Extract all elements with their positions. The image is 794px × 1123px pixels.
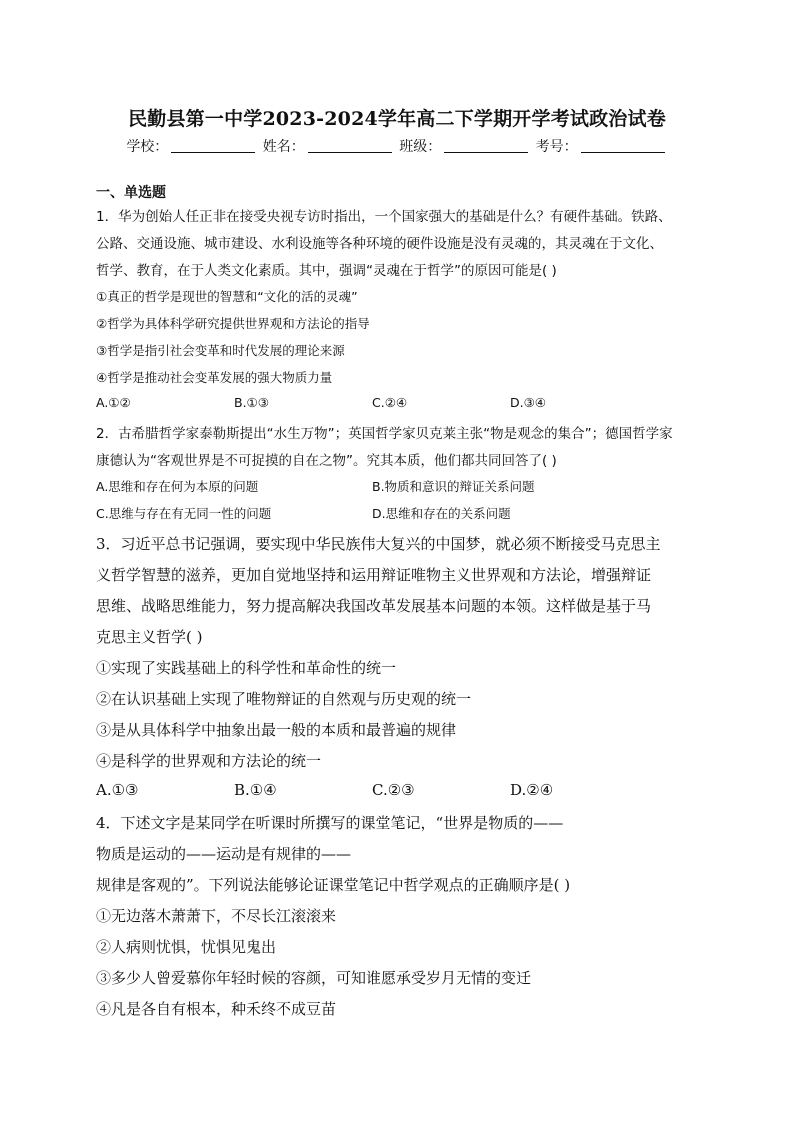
exam-title: 民勤县第一中学2023-2024学年高二下学期开学考试政治试卷 [128, 108, 666, 130]
q1-line: 哲学、教育，在于人类文化素质。其中，强调“灵魂在于哲学”的原因可能是( ) [96, 263, 557, 279]
q4-item: ②人病则忧惧，忧惧见鬼出 [96, 938, 277, 956]
q3-line: 义哲学智慧的滋养，更加自觉地坚持和运用辩证唯物主义世界观和方法论，增强辩证 [96, 566, 652, 584]
section-title: 一、单选题 [96, 185, 166, 201]
number-label: 考号： [535, 139, 578, 155]
q4-line: 4．下述文字是某同学在听课时所撰写的课堂笔记，“世界是物质的—— [96, 814, 564, 832]
q1-item: ③哲学是指引社会变革和时代发展的理论来源 [96, 343, 345, 358]
q4-line: 物质是运动的——运动是有规律的—— [96, 845, 352, 863]
school-blank [171, 152, 255, 153]
student-info-line [0, 136, 794, 156]
q3-item: ④是科学的世界观和方法论的统一 [96, 752, 322, 770]
q2-option-c[interactable]: C.思维与存在有无同一性的问题 [96, 506, 272, 521]
q3-line: 3．习近平总书记强调，要实现中华民族伟大复兴的中国梦，就必须不断接受马克思主 [96, 535, 661, 553]
q1-item: ②哲学为具体科学研究提供世界观和方法论的指导 [96, 316, 370, 331]
q3-item: ②在认识基础上实现了唯物辩证的自然观与历史观的统一 [96, 690, 472, 708]
q1-item: ④哲学是推动社会变革发展的强大物质力量 [96, 370, 333, 385]
q1-item: ①真正的哲学是现世的智慧和“文化的活的灵魂” [96, 289, 358, 304]
q3-item: ③是从具体科学中抽象出最一般的本质和最普遍的规律 [96, 721, 457, 739]
q3-line: 克思主义哲学( ) [96, 628, 203, 646]
q1-line: 1．华为创始人任正非在接受央视专访时指出，一个国家强大的基础是什么？有硬件基础。铁路、 [96, 209, 672, 225]
q2-line: 2．古希腊哲学家泰勒斯提出“水生万物”；英国哲学家贝克莱主张“物是观念的集合”；德国哲学家 [96, 426, 673, 442]
q2-option-d[interactable]: D.思维和存在的关系问题 [372, 506, 511, 521]
q1-option-d[interactable]: D.③④ [510, 395, 547, 410]
q3-option-d[interactable]: D.②④ [510, 781, 554, 799]
q3-option-a[interactable]: A.①③ [96, 781, 139, 799]
q4-item: ③多少人曾爱慕你年轻时候的容颜，可知谁愿承受岁月无情的变迁 [96, 969, 532, 987]
q4-item: ④凡是各自有根本，种禾终不成豆苗 [96, 1000, 337, 1018]
school-label: 学校： [126, 139, 169, 155]
name-label: 姓名： [262, 139, 305, 155]
q3-option-c[interactable]: C.②③ [372, 781, 415, 799]
q3-item: ①实现了实践基础上的科学性和革命性的统一 [96, 659, 397, 677]
q1-option-b[interactable]: B.①③ [234, 395, 269, 410]
q4-line: 规律是客观的”。下列说法能够论证课堂笔记中哲学观点的正确顺序是( ) [96, 876, 571, 894]
q1-option-c[interactable]: C.②④ [372, 395, 408, 410]
q2-option-a[interactable]: A.思维和存在何为本原的问题 [96, 479, 259, 494]
q1-line: 公路、交通设施、城市建设、水利设施等各种环境的硬件设施是没有灵魂的，其灵魂在于文化、 [96, 236, 663, 252]
q3-option-b[interactable]: B.①④ [234, 781, 277, 799]
q2-line: 康德认为“客观世界是不可捉摸的自在之物”。究其本质，他们都共同回答了( ) [96, 453, 557, 469]
q2-option-b[interactable]: B.物质和意识的辩证关系问题 [372, 479, 535, 494]
q4-item: ①无边落木萧萧下，不尽长江滚滚来 [96, 907, 337, 925]
class-label: 班级： [399, 139, 442, 155]
number-blank [581, 152, 665, 153]
q3-line: 思维、战略思维能力，努力提高解决我国改革发展基本问题的本领。这样做是基于马 [96, 597, 652, 615]
name-blank [308, 152, 392, 153]
q1-option-a[interactable]: A.①② [96, 395, 131, 410]
class-blank [444, 152, 528, 153]
